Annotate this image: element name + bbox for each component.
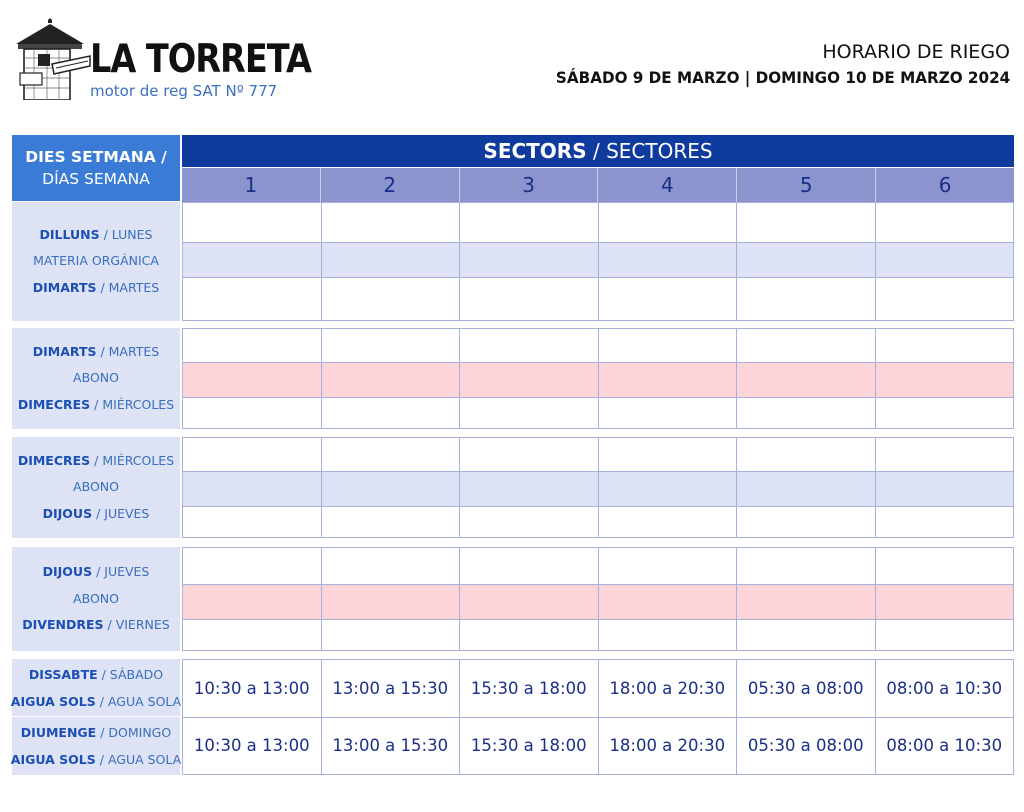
block-type-label: ABONO xyxy=(73,590,119,606)
schedule-grid xyxy=(182,659,1014,775)
block-grid xyxy=(182,547,1014,651)
sector-number: 1 xyxy=(182,168,321,202)
block-type-label: MATERIA ORGÁNICA xyxy=(33,253,159,269)
page-dates: SÁBADO 9 DE MARZO | DOMINGO 10 DE MARZO 2024 xyxy=(555,68,1010,87)
grid-row xyxy=(183,329,1013,363)
brand-subtitle: motor de reg SAT Nº 777 xyxy=(90,82,278,100)
grid-row xyxy=(183,507,1013,537)
block-grid xyxy=(182,202,1014,321)
day1-label: DIMARTS / MARTES xyxy=(32,343,160,359)
grid-row xyxy=(183,203,1013,243)
block-label xyxy=(12,437,180,538)
day2-label: DIMECRES / MIÉRCOLES xyxy=(17,396,175,412)
time-slot: 08:00 a 10:30 xyxy=(876,718,1014,775)
sectors-header xyxy=(182,135,1014,167)
time-slot: 18:00 a 20:30 xyxy=(599,660,738,717)
time-slot: 08:00 a 10:30 xyxy=(876,660,1014,717)
schedule-block xyxy=(12,547,1014,651)
day2-label: DIJOUS / JUEVES xyxy=(42,505,150,521)
grid-row xyxy=(183,472,1013,507)
days-header-ca: DIES SETMANA / xyxy=(25,147,167,166)
days-column-header xyxy=(12,135,180,201)
grid-row xyxy=(183,398,1013,428)
block-type-label: ABONO xyxy=(73,479,119,495)
block-grid xyxy=(182,437,1014,538)
schedule-block xyxy=(12,202,1014,321)
grid-row xyxy=(183,548,1013,585)
block-label xyxy=(12,202,180,321)
time-slot: 13:00 a 15:30 xyxy=(322,660,461,717)
sector-number: 5 xyxy=(737,168,876,202)
time-slot: 05:30 a 08:00 xyxy=(737,660,876,717)
sectors-header-ca: SECTORS xyxy=(483,139,587,163)
time-slot: 05:30 a 08:00 xyxy=(737,718,876,775)
schedule-block xyxy=(12,437,1014,538)
time-slot: 18:00 a 20:30 xyxy=(599,718,738,775)
day1-label: DILLUNS / LUNES xyxy=(39,226,153,242)
day2-label: DIMARTS / MARTES xyxy=(32,279,160,295)
water-type-label: AIGUA SOLS / AGUA SOLA xyxy=(10,693,182,709)
grid-row xyxy=(183,438,1013,472)
time-slot: 15:30 a 18:00 xyxy=(460,718,599,775)
schedule-block xyxy=(12,328,1014,429)
brand-title: LA TORRETA xyxy=(90,37,311,82)
time-slot: 10:30 a 13:00 xyxy=(183,660,322,717)
sectors-header-es: / SECTORES xyxy=(586,139,713,163)
block-label xyxy=(12,328,180,429)
grid-row xyxy=(183,243,1013,278)
sector-numbers-row xyxy=(182,168,1014,202)
time-slot: 15:30 a 18:00 xyxy=(460,660,599,717)
day2-label: DIVENDRES / VIERNES xyxy=(22,617,170,633)
grid-row xyxy=(183,585,1013,620)
block-type-label: ABONO xyxy=(73,370,119,386)
time-slot: 10:30 a 13:00 xyxy=(183,718,322,775)
block-grid xyxy=(182,328,1014,429)
schedule-row-sunday xyxy=(183,718,1013,775)
sector-number: 4 xyxy=(598,168,737,202)
sector-number: 6 xyxy=(876,168,1014,202)
block-label xyxy=(12,547,180,651)
day-label: DIUMENGE / DOMINGO xyxy=(20,725,172,740)
sector-number: 3 xyxy=(460,168,599,202)
sector-number: 2 xyxy=(321,168,460,202)
day-label: DISSABTE / SÁBADO xyxy=(28,666,164,682)
schedule-row-saturday xyxy=(183,660,1013,718)
grid-row xyxy=(183,278,1013,320)
day1-label: DIMECRES / MIÉRCOLES xyxy=(17,452,175,468)
tower-logo-icon xyxy=(12,18,92,100)
water-type-label: AIGUA SOLS / AGUA SOLA xyxy=(10,752,182,767)
saturday-label xyxy=(12,659,180,716)
day1-label: DIJOUS / JUEVES xyxy=(42,564,150,580)
grid-row xyxy=(183,363,1013,398)
weekend-schedule xyxy=(12,659,1014,775)
days-header-es: DÍAS SEMANA xyxy=(42,170,150,188)
time-slot: 13:00 a 15:30 xyxy=(322,718,461,775)
grid-row xyxy=(183,620,1013,650)
sunday-label xyxy=(12,717,180,775)
page-title: HORARIO DE RIEGO xyxy=(822,41,1010,63)
